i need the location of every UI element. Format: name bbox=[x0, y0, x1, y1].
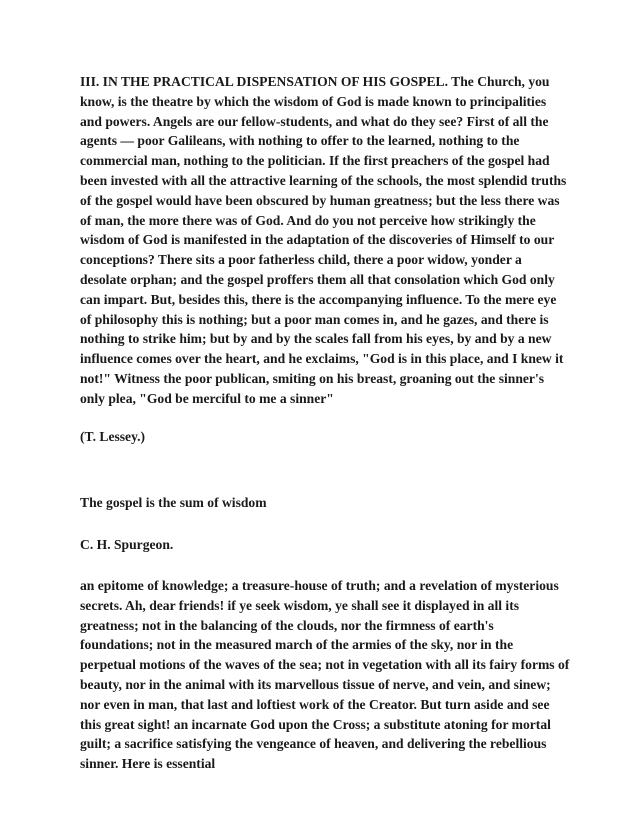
citation-lessey: (T. Lessey.) bbox=[80, 429, 146, 444]
body-paragraph-epitome: an epitome of knowledge; a treasure-house of truth; and a revelation of mysterious secrets. Ah, dear friends! if ye seek wisdom, ye shall see it displayed in all its greatness; not in the balancing of the clouds, nor the firmness of earth's foundations; not in the measured march of the armies of the sky, nor in the perpetual motions of the waves of the sea; not in vegetation with all its fairy forms of beauty, nor in the animal with its marvellous tissue of nerve, and vein, and sinew; nor even in man, that last and loftiest work of the Creator. But turn aside and see this great sight! an incarnate God upon the Cross; a substitute atoning for mortal guilt; a sacrifice satisfying the vengeance of heaven, and delivering the rebellious sinner. Here is essential bbox=[80, 578, 570, 772]
body-paragraph-gospel-dispensation: III. IN THE PRACTICAL DISPENSATION OF HIS GOSPEL. The Church, you know, is the theatre by which the wisdom of God is made known to principalities and powers. Angels are our fellow-students, and what do they see? First of all the agents — poor Galileans, with nothing to offer to the learned, nothing to the commercial man, nothing to the politician. If the first preachers of the gospel had been invested with all the attractive learning of the schools, the most splendid truths of the gospel would have been obscured by human greatness; but the less there was of man, the more there was of God. And do you not perceive how strikingly the wisdom of God is manifested in the adaptation of the discoveries of Himself to our conceptions? There sits a poor fatherless child, there a poor widow, yonder a desolate orphan; and the gospel proffers them all that consolation which God only can impart. But, besides this, there is the accompanying influence. To the mere eye of philosophy this is nothing; but a poor man comes in, and he gazes, and there is nothing to strike him; but by and by the scales fall from his eyes, by and by a new influence comes over the heart, and he exclaims, "God is in this place, and I knew it not!" Witness the poor publican, smiting on his breast, groaning out the sinner's only plea, "God be merciful to me a sinner" bbox=[80, 74, 567, 406]
section-heading-gospel-wisdom: The gospel is the sum of wisdom bbox=[80, 495, 267, 510]
author-spurgeon: C. H. Spurgeon. bbox=[80, 537, 174, 552]
